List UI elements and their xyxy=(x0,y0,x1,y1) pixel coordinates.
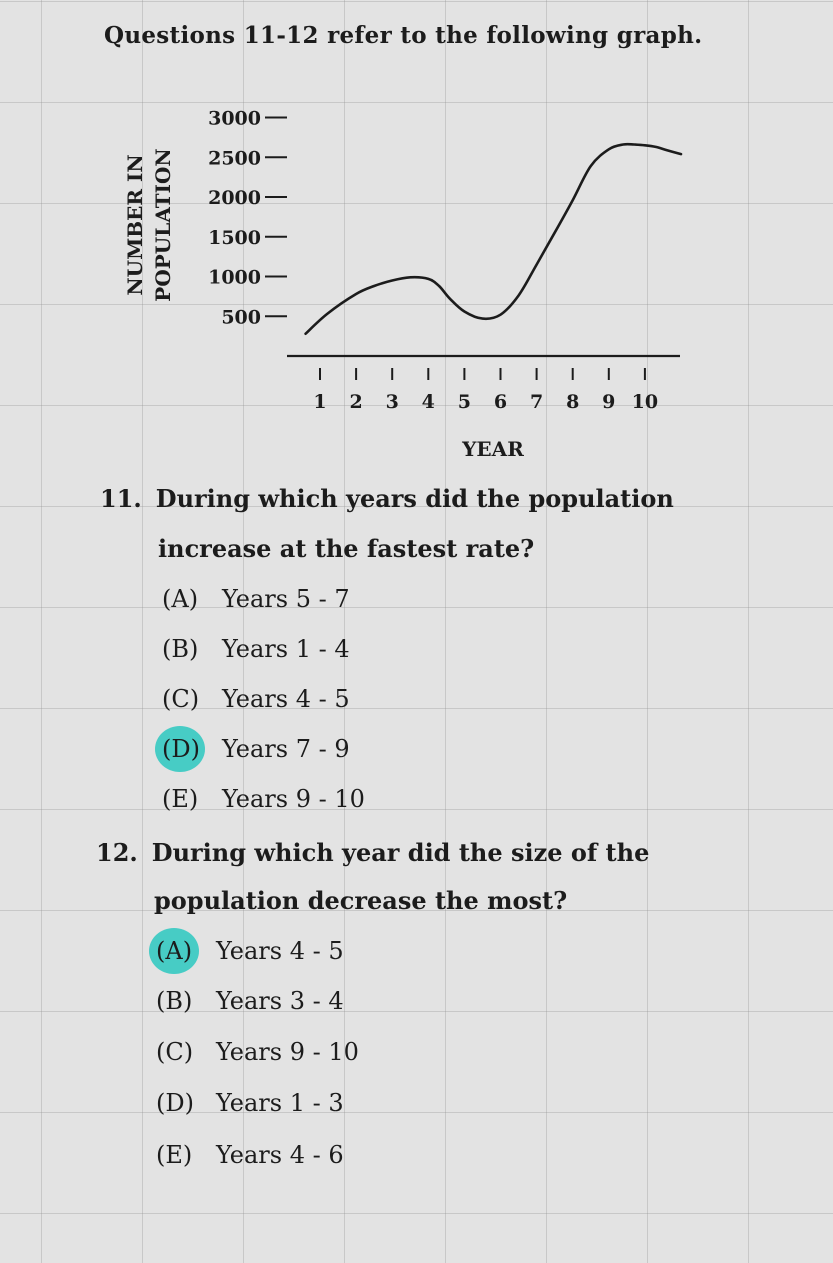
x-tick-label: 10 xyxy=(631,391,659,413)
question-12-number: 12. xyxy=(96,838,138,867)
y-tick-label: 3000 xyxy=(208,107,261,130)
population-chart xyxy=(0,0,833,480)
y-axis-label-line1: NUMBER IN xyxy=(123,154,147,296)
q11-option-b-text: Years 1 - 4 xyxy=(222,635,350,663)
x-tick-label: 4 xyxy=(421,391,435,413)
q12-option-e[interactable] xyxy=(156,1140,344,1170)
x-tick-label: 9 xyxy=(602,391,616,413)
x-tick-label: 5 xyxy=(457,391,472,413)
q11-option-d-text: Years 7 - 9 xyxy=(222,735,350,763)
q12-option-a[interactable] xyxy=(156,936,344,966)
question-11-number: 11. xyxy=(100,484,142,513)
y-tick-label: 1000 xyxy=(208,266,261,289)
x-axis-label: YEAR xyxy=(462,437,524,461)
y-tick-label: 1500 xyxy=(208,226,261,249)
question-12-text-line2: population decrease the most? xyxy=(154,886,568,915)
q12-option-d-text: Years 1 - 3 xyxy=(216,1089,344,1117)
q12-option-b[interactable] xyxy=(156,986,344,1016)
q12-option-c-letter: (C) xyxy=(156,1038,194,1066)
q12-option-a-letter-highlighted: (A) xyxy=(156,936,216,966)
q11-option-d-letter-highlighted: (D) xyxy=(162,734,222,764)
question-12-line2 xyxy=(154,876,567,926)
q11-option-e[interactable] xyxy=(162,784,365,814)
y-tick-label: 2000 xyxy=(208,187,261,209)
section-heading: Questions 11-12 refer to the following graph. xyxy=(104,22,703,49)
y-axis-label-line2: POPULATION xyxy=(151,148,175,302)
x-tick-label: 7 xyxy=(529,391,544,413)
q12-option-b-letter: (B) xyxy=(156,987,193,1015)
q11-option-a-text: Years 5 - 7 xyxy=(222,585,350,613)
q11-option-a[interactable] xyxy=(162,584,350,614)
q11-option-c[interactable] xyxy=(162,684,350,714)
x-tick-label: 8 xyxy=(566,391,580,413)
question-11-text-line2: increase at the fastest rate? xyxy=(158,534,535,563)
question-12-line1 xyxy=(96,828,649,878)
population-series-line xyxy=(306,144,681,334)
q12-option-e-text: Years 4 - 6 xyxy=(216,1141,344,1169)
x-tick-label: 1 xyxy=(313,391,327,413)
q11-option-e-letter: (E) xyxy=(162,785,199,813)
x-tick-label: 2 xyxy=(349,391,363,413)
q11-option-a-letter: (A) xyxy=(162,585,199,613)
q12-option-c[interactable] xyxy=(156,1037,359,1067)
q12-option-b-text: Years 3 - 4 xyxy=(216,987,344,1015)
y-tick-label: 500 xyxy=(221,306,261,329)
q12-option-c-text: Years 9 - 10 xyxy=(216,1038,359,1066)
q11-option-b-letter: (B) xyxy=(162,635,199,663)
q12-option-a-text: Years 4 - 5 xyxy=(216,937,344,965)
x-tick-label: 3 xyxy=(385,391,399,413)
q11-option-c-text: Years 4 - 5 xyxy=(222,685,350,713)
q12-option-d[interactable] xyxy=(156,1088,344,1118)
q12-option-d-letter: (D) xyxy=(156,1089,194,1117)
q11-option-b[interactable] xyxy=(162,634,350,664)
x-tick-label: 6 xyxy=(493,391,508,413)
question-11-line1 xyxy=(100,474,674,524)
q11-option-d[interactable] xyxy=(162,734,350,764)
question-11-text-line1: During which years did the population xyxy=(155,484,674,513)
question-12-text-line1: During which year did the size of the xyxy=(151,838,650,867)
y-tick-label: 2500 xyxy=(208,147,261,170)
q12-option-e-letter: (E) xyxy=(156,1141,193,1169)
q11-option-e-text: Years 9 - 10 xyxy=(222,785,365,813)
question-11-line2 xyxy=(158,524,534,574)
q11-option-c-letter: (C) xyxy=(162,685,200,713)
